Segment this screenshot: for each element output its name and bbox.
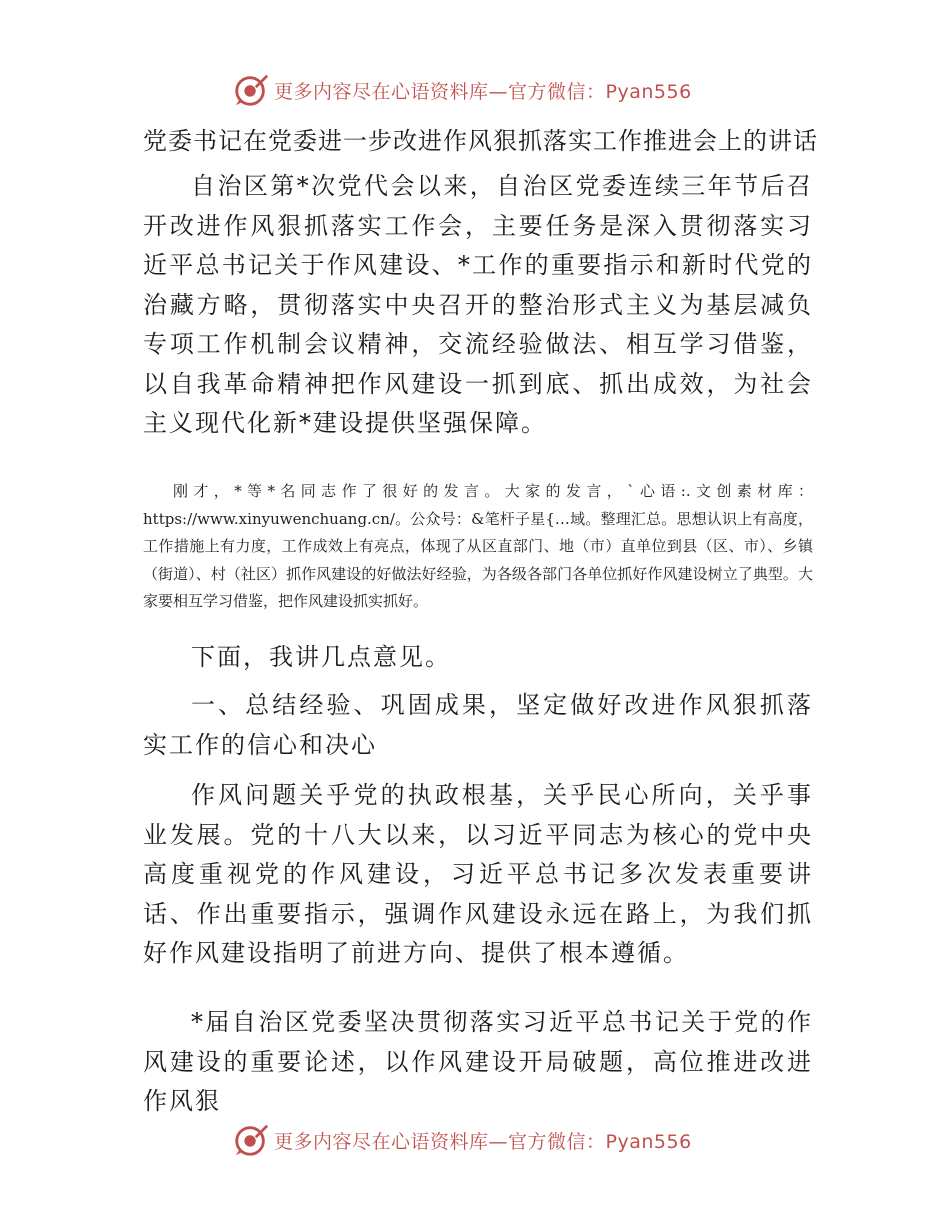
paragraph-1: 自治区第*次党代会以来，自治区党委连续三年节后召开改进作风狠抓落实工作会，主要任务是深入贯彻落实习近平总书记关于作风建设、*工作的重要指示和新时代党的治藏方略，贯彻落实中央召开的整治形式主义为基层减负专项工作机制会议精神，交流经验做法、相互学习借鉴，以自我革命精神把作风建设一抓到底、抓出成效，为社会主义现代化新*建设提供坚强保障。 — [143, 172, 813, 437]
paragraph-2: 刚才，*等*名同志作了很好的发言。大家的发言，`心语:.文创素材库：https://www.xinyuwenchuang.cn/。公众号：&笔杆子星{…域。整理汇总。思想认识上有高度，工作措施上有力度，工作成效上有亮点，体现了从区直部门、地（市）直单位到县（区、市）、乡镇（街道）、村（社区）抓作风建设的好做法好经验，为各级各部门各单位抓好作风建设树立了典型。大家要相互学习借鉴，把作风建设抓实抓好。 — [143, 482, 813, 610]
document-title: 党委书记在党委进一步改进作风狠抓落实工作推进会上的讲话 — [143, 127, 818, 155]
pen-logo-icon — [232, 1121, 270, 1159]
section-heading-1: 一、总结经验、巩固成果，坚定做好改进作风狠抓落实工作的信心和决心 — [143, 691, 813, 759]
watermark-banner-bottom — [232, 1120, 752, 1160]
paragraph-4: 作风问题关乎党的执政根基，关乎民心所向，关乎事业发展。党的十八大以来，以习近平同志为核心的党中央高度重视党的作风建设，习近平总书记多次发表重要讲话、作出重要指示，强调作风建设永远在路上，为我们抓好作风建设指明了前进方向、提供了根本遵循。 — [143, 781, 813, 967]
paragraph-3: 下面，我讲几点意见。 — [191, 643, 451, 671]
watermark-text: 更多内容尽在心语资料库—官方微信：Pyan556 — [274, 80, 692, 103]
watermark-banner-top — [232, 70, 752, 110]
pen-logo-icon — [232, 71, 270, 109]
watermark-text: 更多内容尽在心语资料库—官方微信：Pyan556 — [274, 1130, 692, 1153]
paragraph-5: *届自治区党委坚决贯彻落实习近平总书记关于党的作风建设的重要论述，以作风建设开局破题，高位推进改进作风狠 — [143, 1008, 813, 1115]
